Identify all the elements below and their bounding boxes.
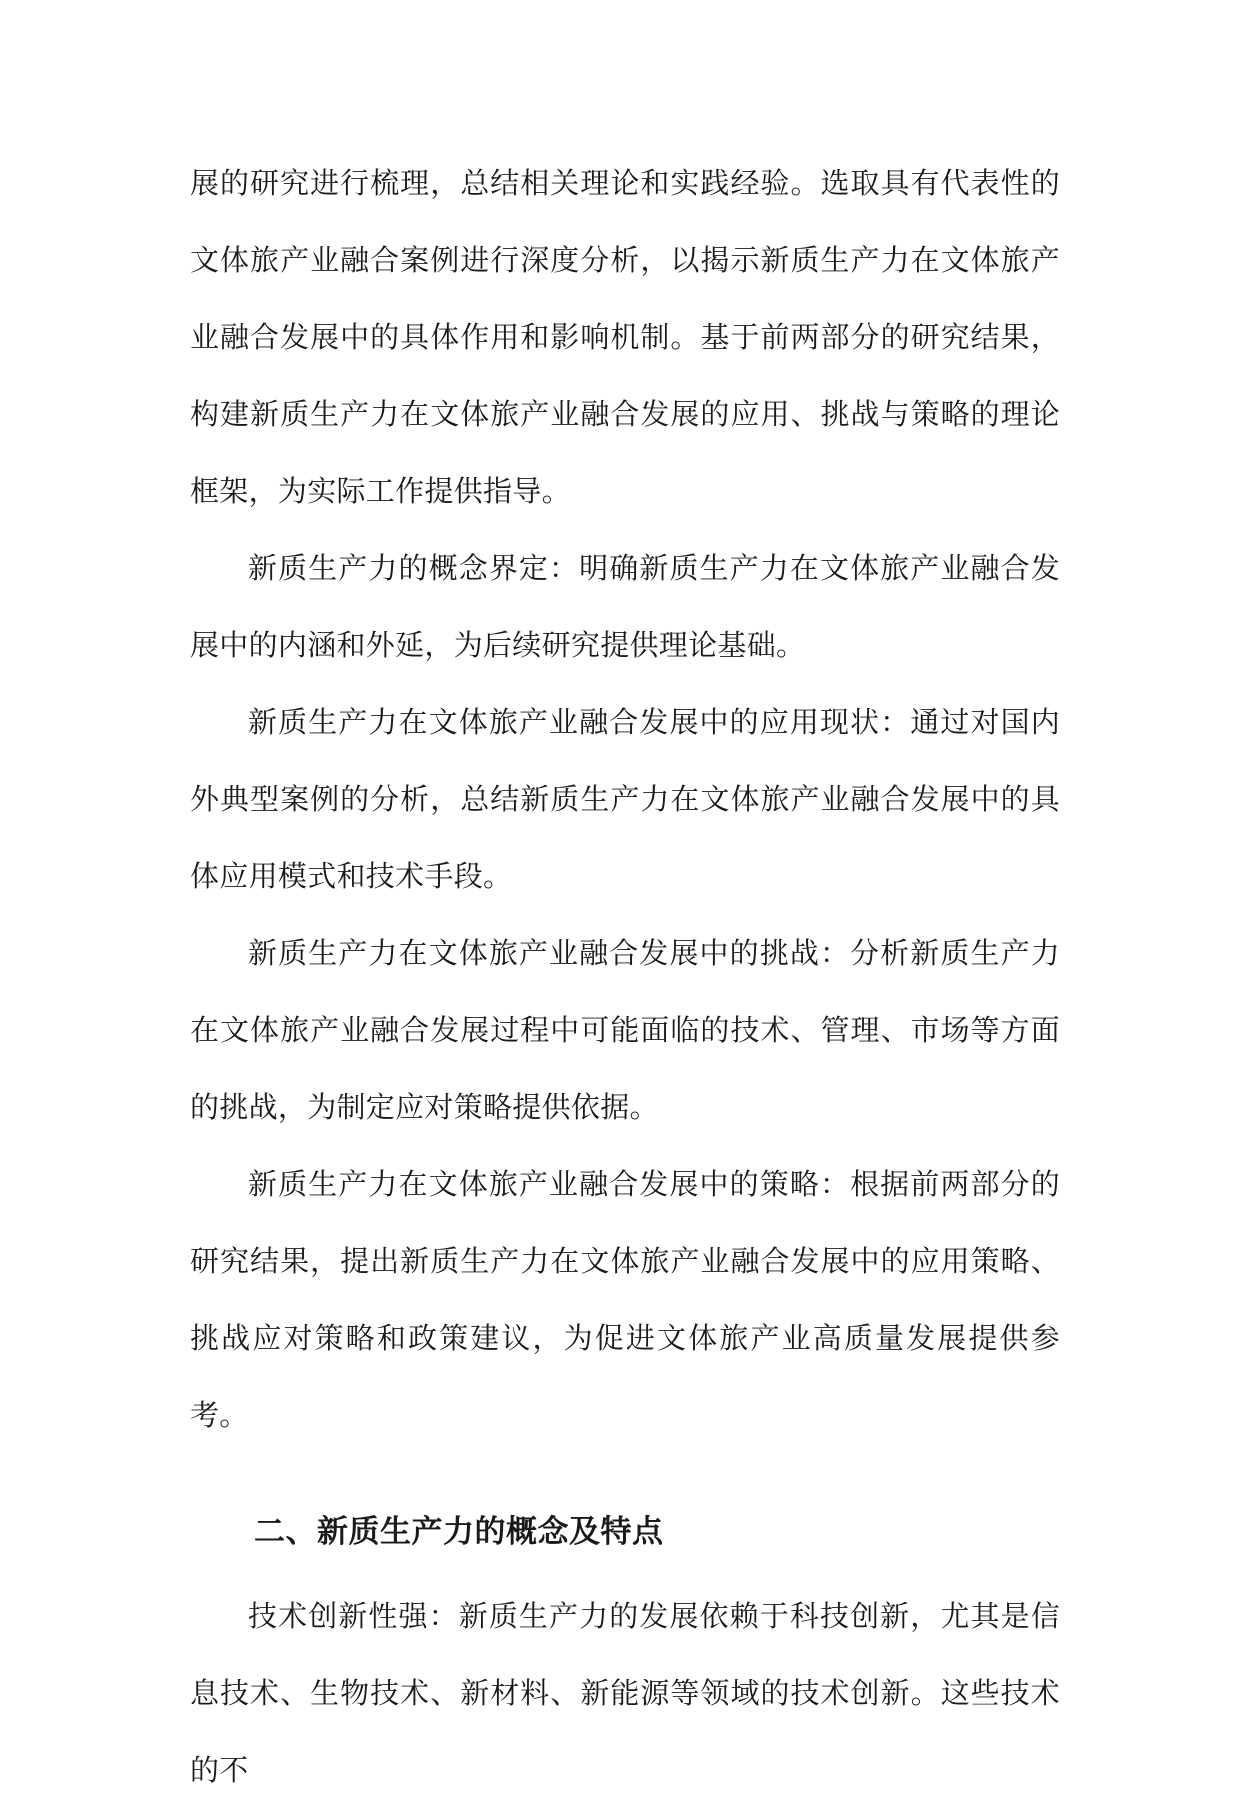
paragraph-application-status: 新质生产力在文体旅产业融合发展中的应用现状：通过对国内外典型案例的分析，总结新质生产力在文体旅产业融合发展中的具体应用模式和技术手段。: [190, 705, 1060, 893]
paragraph-strategies: 新质生产力在文体旅产业融合发展中的策略：根据前两部分的研究结果，提出新质生产力在文体旅产业融合发展中的应用策略、挑战应对策略和政策建议，为促进文体旅产业高质量发展提供参考。: [190, 1167, 1060, 1432]
paragraph-concept-definition: 新质生产力的概念界定：明确新质生产力在文体旅产业融合发展中的内涵和外延，为后续研究提供理论基础。: [190, 551, 1060, 662]
document-page: [190, 145, 1060, 1809]
paragraph-tech-innovation: 技术创新性强：新质生产力的发展依赖于科技创新，尤其是信息技术、生物技术、新材料、新能源等领域的技术创新。这些技术的不: [190, 1599, 1060, 1787]
section-heading: 二、新质生产力的概念及特点: [254, 1514, 664, 1550]
paragraph-challenges: 新质生产力在文体旅产业融合发展中的挑战：分析新质生产力在文体旅产业融合发展过程中可能面临的技术、管理、市场等方面的挑战，为制定应对策略提供依据。: [190, 936, 1060, 1124]
paragraph-continuation: 展的研究进行梳理，总结相关理论和实践经验。选取具有代表性的文体旅产业融合案例进行深度分析，以揭示新质生产力在文体旅产业融合发展中的具体作用和影响机制。基于前两部分的研究结果，构建新质生产力在文体旅产业融合发展的应用、挑战与策略的理论框架，为实际工作提供指导。: [190, 166, 1060, 508]
